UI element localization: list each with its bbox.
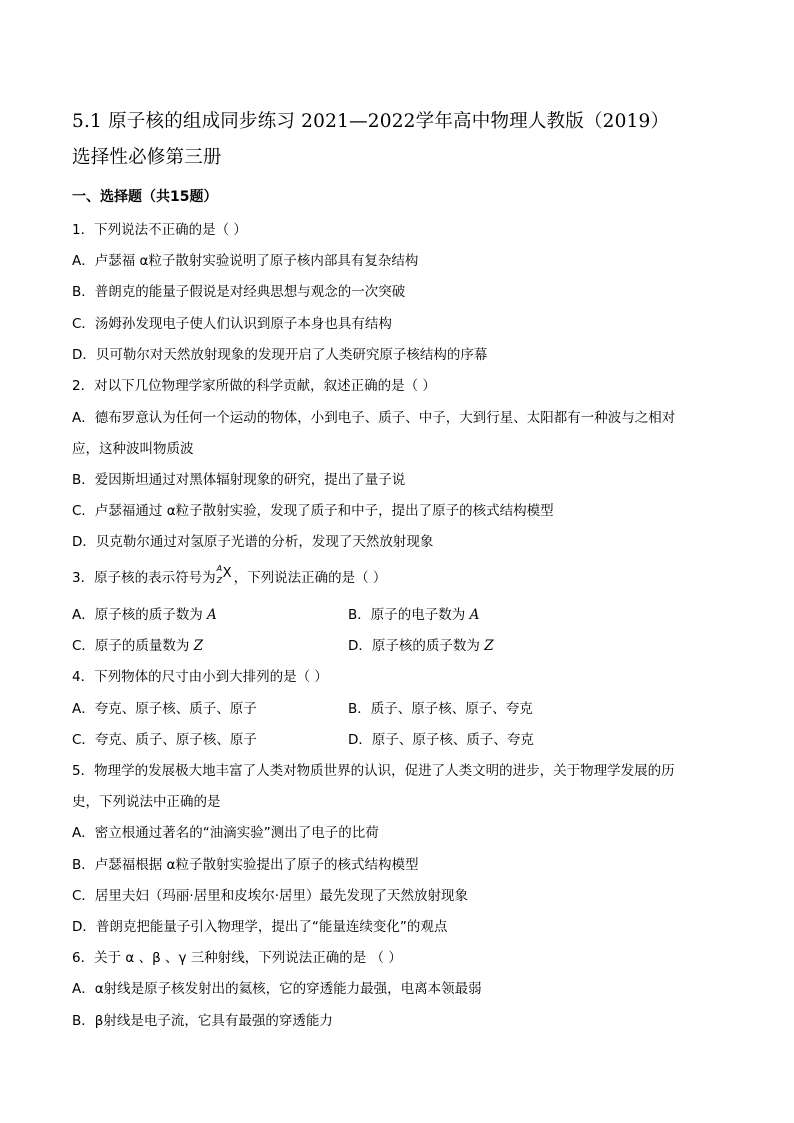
q5-option-b: B．卢瑟福根据 α粒子散射实验提出了原子的核式结构模型 (72, 857, 419, 873)
q1-option-a: A．卢瑟福 α粒子散射实验说明了原子核内部具有复杂结构 (72, 253, 419, 269)
nuclide-symbol: X (222, 566, 232, 581)
q6-stem: 6．关于 α 、β 、γ 三种射线，下列说法正确的是 （ ） (72, 950, 402, 966)
q1-option-b: B．普朗克的能量子假说是对经典思想与观念的一次突破 (72, 284, 406, 300)
q4-option-a: A．夸克、原子核、质子、原子 (72, 701, 257, 717)
q2-stem: 2．对以下几位物理学家所做的科学贡献，叙述正确的是（ ） (72, 378, 436, 394)
q1-option-c: C．汤姆孙发现电子使人们认识到原子本身也具有结构 (72, 316, 392, 332)
q2-option-d: D．贝克勒尔通过对氢原子光谱的分析，发现了天然放射现象 (72, 534, 434, 550)
q1-stem: 1．下列说法不正确的是（ ） (72, 222, 247, 238)
q5-stem-line-2: 史，下列说法中正确的是 (72, 794, 221, 810)
section-heading: 一、选择题（共15题） (72, 189, 218, 205)
q3-option-b-var: A (469, 607, 480, 623)
q5-option-c: C．居里夫妇（玛丽·居里和皮埃尔·居里）最先发现了天然放射现象 (72, 888, 469, 904)
q5-option-d: D．普朗克把能量子引入物理学，提出了“能量连续变化”的观点 (72, 919, 448, 935)
q3-option-c-var: Z (193, 638, 204, 654)
nuclide-atomic-number: Z (216, 576, 223, 585)
nuclide-mass-number: A (216, 564, 223, 573)
q4-option-b: B．质子、原子核、原子、夸克 (348, 701, 533, 717)
q3-option-a-var: A (207, 607, 217, 623)
q2-option-b: B．爱因斯坦通过对黑体辐射现象的研究，提出了量子说 (72, 472, 406, 488)
q3-option-d: D．原子核的质子数为 Z (348, 638, 494, 654)
q5-stem-line-1: 5．物理学的发展极大地丰富了人类对物质世界的认识，促进了人类文明的进步，关于物理学发展的历 (72, 763, 675, 779)
q2-option-a-line-1: A．德布罗意认为任何一个运动的物体，小到电子、质子、中子，大到行星、太阳都有一种波与之相对 (72, 410, 676, 426)
q5-option-a: A．密立根通过著名的“油滴实验”测出了电子的比荷 (72, 825, 379, 841)
title-line-2: 选择性必修第三册 (72, 147, 222, 168)
q3-stem (72, 566, 386, 586)
q3-option-b: B．原子的电子数为 A (348, 607, 480, 623)
title-line-1: 5.1 原子核的组成同步练习 2021—2022学年高中物理人教版（2019） (72, 111, 670, 132)
q3-stem-before: 3．原子核的表示符号为 (72, 570, 216, 586)
q4-option-d: D．原子、原子核、质子、夸克 (348, 732, 534, 748)
q1-option-d: D．贝可勒尔对天然放射现象的发现开启了人类研究原子核结构的序幕 (72, 347, 488, 363)
q2-option-a-line-2: 应，这种波叫物质波 (72, 441, 194, 457)
q6-option-b: B．β射线是电子流，它具有最强的穿透能力 (72, 1013, 333, 1029)
q2-option-c: C．卢瑟福通过 α粒子散射实验，发现了质子和中子，提出了原子的核式结构模型 (72, 503, 554, 519)
q3-option-a: A．原子核的质子数为 A (72, 607, 217, 623)
nuclide-notation (216, 564, 234, 585)
q3-stem-after: ，下列说法正确的是（ ） (233, 570, 387, 586)
q4-option-c: C．夸克、质子、原子核、原子 (72, 732, 257, 748)
document-title (72, 104, 732, 176)
q3-option-c: C．原子的质量数为 Z (72, 638, 204, 654)
q6-option-a: A．α射线是原子核发射出的氦核，它的穿透能力最强，电离本领最弱 (72, 981, 482, 997)
q3-option-d-var: Z (484, 638, 494, 654)
q4-stem: 4．下列物体的尺寸由小到大排列的是（ ） (72, 669, 328, 685)
